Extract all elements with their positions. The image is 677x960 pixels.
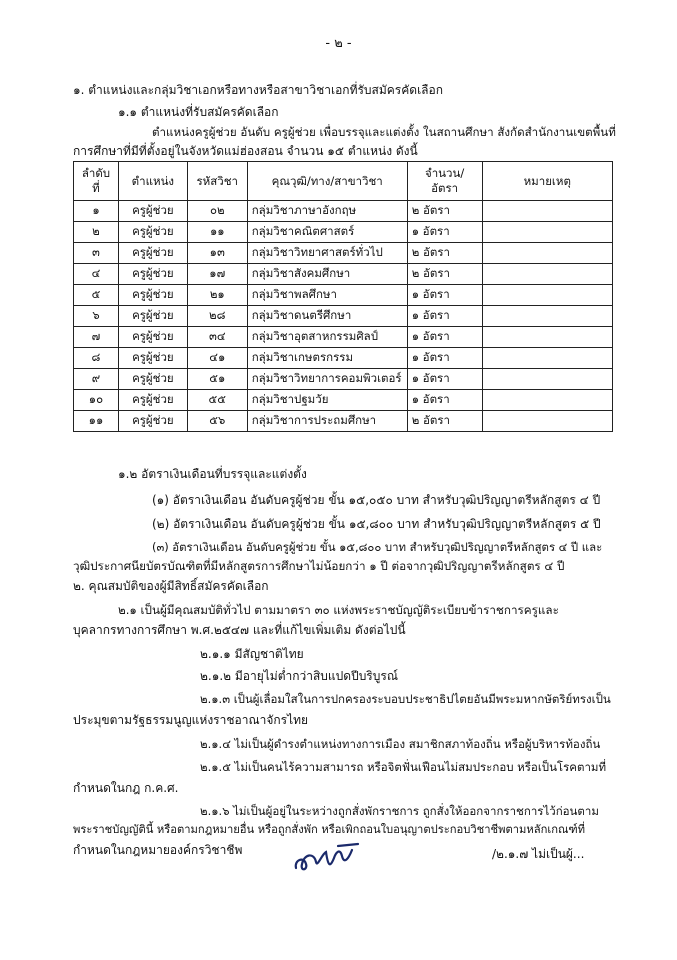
section-1-1-title: ๑.๑ ตำแหน่งที่รับสมัครคัดเลือก xyxy=(118,105,279,119)
cell-subject: กลุ่มวิชาดนตรีศึกษา xyxy=(247,306,407,327)
cell-remark xyxy=(482,348,613,369)
cell-remark xyxy=(482,201,613,222)
section-1-2-title: ๑.๒ อัตราเงินเดือนที่บรรจุและแต่งตั้ง xyxy=(118,467,307,481)
table-header-row xyxy=(74,162,613,201)
cell-code: ๑๑ xyxy=(187,222,247,243)
cell-code: ๒๑ xyxy=(187,285,247,306)
table-row xyxy=(74,306,613,327)
intro-line-1: ตำแหน่งครูผู้ช่วย อันดับ ครูผู้ช่วย เพื่อบรรจุและแต่งตั้ง ในสถานศึกษา สังกัดสำนักงานเขตพื้นที่ xyxy=(152,125,616,139)
qual-2-1-6: ๒.๑.๖ ไม่เป็นผู้อยู่ในระหว่างถูกสั่งพักราชการ ถูกสั่งให้ออกจากราชการไว้ก่อนตาม xyxy=(200,804,599,818)
cell-no: ๑๐ xyxy=(74,390,119,411)
qual-2-1-3: ๒.๑.๓ เป็นผู้เลื่อมใสในการปกครองระบอบประชาธิปไตยอันมีพระมหากษัตริย์ทรงเป็น xyxy=(200,692,611,706)
cell-remark xyxy=(482,222,613,243)
cell-subject: กลุ่มวิชาภาษาอังกฤษ xyxy=(247,201,407,222)
qual-2-1-6-cont2: กำหนดในกฎหมายองค์กรวิชาชีพ xyxy=(73,843,243,857)
cell-no: ๑๑ xyxy=(74,411,119,432)
qual-2-1-4: ๒.๑.๔ ไม่เป็นผู้ดำรงตำแหน่งทางการเมือง สมาชิกสภาท้องถิ่น หรือผู้บริหารท้องถิ่น xyxy=(200,737,601,751)
cell-remark xyxy=(482,327,613,348)
cell-count: ๑ อัตรา xyxy=(407,306,482,327)
cell-code: ๕๑ xyxy=(187,369,247,390)
cell-count: ๒ อัตรา xyxy=(407,264,482,285)
table-row xyxy=(74,285,613,306)
cell-subject: กลุ่มวิชาเกษตรกรรม xyxy=(247,348,407,369)
cell-position: ครูผู้ช่วย xyxy=(118,411,187,432)
cell-code: ๑๗ xyxy=(187,264,247,285)
cell-subject: กลุ่มวิชาพลศึกษา xyxy=(247,285,407,306)
cell-count: ๑ อัตรา xyxy=(407,285,482,306)
intro-line-2: การศึกษาที่มีที่ตั้งอยู่ในจังหวัดแม่ฮ่องสอน จำนวน ๑๕ ตำแหน่ง ดังนี้ xyxy=(73,144,418,158)
header-remark: หมายเหตุ xyxy=(482,162,613,201)
cell-no: ๓ xyxy=(74,243,119,264)
cell-count: ๒ อัตรา xyxy=(407,243,482,264)
cell-position: ครูผู้ช่วย xyxy=(118,327,187,348)
table-row xyxy=(74,348,613,369)
continued-note: /๒.๑.๗ ไม่เป็นผู้... xyxy=(492,847,585,861)
cell-remark xyxy=(482,369,613,390)
cell-code: ๒๘ xyxy=(187,306,247,327)
table-row xyxy=(74,390,613,411)
qual-2-1-5-cont: กำหนดในกฎ ก.ค.ศ. xyxy=(73,781,179,795)
cell-count: ๒ อัตรา xyxy=(407,411,482,432)
cell-remark xyxy=(482,411,613,432)
cell-count: ๒ อัตรา xyxy=(407,201,482,222)
section-2-title: ๒. คุณสมบัติของผู้มีสิทธิ์สมัครคัดเลือก xyxy=(73,579,269,593)
qual-2-1-3-cont: ประมุขตามรัฐธรรมนูญแห่งราชอาณาจักรไทย xyxy=(73,713,309,727)
cell-position: ครูผู้ช่วย xyxy=(118,306,187,327)
cell-subject: กลุ่มวิชาคณิตศาสตร์ xyxy=(247,222,407,243)
cell-code: ๐๒ xyxy=(187,201,247,222)
header-subject: คุณวุฒิ/ทาง/สาขาวิชา xyxy=(247,162,407,201)
cell-position: ครูผู้ช่วย xyxy=(118,285,187,306)
table-row xyxy=(74,201,613,222)
qual-2-1: ๒.๑ เป็นผู้มีคุณสมบัติทั่วไป ตามมาตรา ๓๐ แห่งพระราชบัญญัติระเบียบข้าราชการครูและ xyxy=(118,603,559,617)
table-row xyxy=(74,222,613,243)
qual-2-1-2: ๒.๑.๒ มีอายุไม่ต่ำกว่าสิบแปดปีบริบูรณ์ xyxy=(200,669,398,683)
table-row xyxy=(74,327,613,348)
cell-position: ครูผู้ช่วย xyxy=(118,390,187,411)
header-position: ตำแหน่ง xyxy=(118,162,187,201)
section-1-title: ๑. ตำแหน่งและกลุ่มวิชาเอกหรือทางหรือสาขาวิชาเอกที่รับสมัครคัดเลือก xyxy=(73,83,444,97)
cell-no: ๙ xyxy=(74,369,119,390)
header-count: จำนวน/ อัตรา xyxy=(407,162,482,201)
salary-item-1: (๑) อัตราเงินเดือน อันดับครูผู้ช่วย ขั้น ๑๕,๐๕๐ บาท สำหรับวุฒิปริญญาตรีหลักสูตร ๔ ปี xyxy=(152,493,601,507)
cell-count: ๑ อัตรา xyxy=(407,327,482,348)
salary-item-3: (๓) อัตราเงินเดือน อันดับครูผู้ช่วย ขั้น ๑๕,๘๐๐ บาท สำหรับวุฒิปริญญาตรีหลักสูตร ๔ ปี และ xyxy=(152,540,603,554)
cell-count: ๑ อัตรา xyxy=(407,369,482,390)
cell-position: ครูผู้ช่วย xyxy=(118,243,187,264)
header-no: ลำดับ ที่ xyxy=(74,162,119,201)
page-number: - ๒ - xyxy=(325,36,352,51)
cell-remark xyxy=(482,264,613,285)
cell-subject: กลุ่มวิชาอุตสาหกรรมศิลป์ xyxy=(247,327,407,348)
cell-remark xyxy=(482,390,613,411)
cell-subject: กลุ่มวิชาวิทยาศาสตร์ทั่วไป xyxy=(247,243,407,264)
cell-remark xyxy=(482,306,613,327)
cell-code: ๓๔ xyxy=(187,327,247,348)
cell-count: ๑ อัตรา xyxy=(407,222,482,243)
cell-code: ๔๑ xyxy=(187,348,247,369)
header-code: รหัสวิชา xyxy=(187,162,247,201)
cell-position: ครูผู้ช่วย xyxy=(118,264,187,285)
signature-icon xyxy=(292,840,362,876)
cell-code: ๕๖ xyxy=(187,411,247,432)
cell-subject: กลุ่มวิชาสังคมศึกษา xyxy=(247,264,407,285)
cell-count: ๑ อัตรา xyxy=(407,348,482,369)
cell-no: ๖ xyxy=(74,306,119,327)
cell-position: ครูผู้ช่วย xyxy=(118,201,187,222)
cell-no: ๑ xyxy=(74,201,119,222)
cell-remark xyxy=(482,243,613,264)
cell-position: ครูผู้ช่วย xyxy=(118,348,187,369)
qual-2-1-6-cont: พระราชบัญญัตินี้ หรือตามกฎหมายอื่น หรือถูกสั่งพัก หรือเพิกถอนใบอนุญาตประกอบวิชาชีพตามหลักเกณฑ์ที่ xyxy=(73,823,586,836)
table-row xyxy=(74,369,613,390)
table-row xyxy=(74,411,613,432)
cell-no: ๒ xyxy=(74,222,119,243)
cell-count: ๑ อัตรา xyxy=(407,390,482,411)
table-row xyxy=(74,243,613,264)
salary-item-2: (๒) อัตราเงินเดือน อันดับครูผู้ช่วย ขั้น ๑๕,๘๐๐ บาท สำหรับวุฒิปริญญาตรีหลักสูตร ๕ ปี xyxy=(152,517,601,531)
cell-subject: กลุ่มวิชาการประถมศึกษา xyxy=(247,411,407,432)
cell-position: ครูผู้ช่วย xyxy=(118,222,187,243)
cell-position: ครูผู้ช่วย xyxy=(118,369,187,390)
table-row xyxy=(74,264,613,285)
cell-remark xyxy=(482,285,613,306)
cell-no: ๕ xyxy=(74,285,119,306)
cell-subject: กลุ่มวิชาปฐมวัย xyxy=(247,390,407,411)
qual-2-1-cont: บุคลากรทางการศึกษา พ.ศ.๒๕๔๗ และที่แก้ไขเพิ่มเติม ดังต่อไปนี้ xyxy=(73,623,406,637)
cell-code: ๕๕ xyxy=(187,390,247,411)
cell-no: ๘ xyxy=(74,348,119,369)
cell-subject: กลุ่มวิชาวิทยาการคอมพิวเตอร์ xyxy=(247,369,407,390)
cell-no: ๗ xyxy=(74,327,119,348)
cell-code: ๑๓ xyxy=(187,243,247,264)
positions-table xyxy=(73,161,613,432)
qual-2-1-5: ๒.๑.๕ ไม่เป็นคนไร้ความสามารถ หรือจิตฟั่นเฟือนไม่สมประกอบ หรือเป็นโรคตามที่ xyxy=(200,760,607,774)
cell-no: ๔ xyxy=(74,264,119,285)
qual-2-1-1: ๒.๑.๑ มีสัญชาติไทย xyxy=(200,647,304,661)
salary-item-3-cont: วุฒิประกาศนียบัตรบัณฑิตที่มีหลักสูตรการศึกษาไม่น้อยกว่า ๑ ปี ต่อจากวุฒิปริญญาตรีหลักสูตร ๔ ปี xyxy=(73,559,565,573)
